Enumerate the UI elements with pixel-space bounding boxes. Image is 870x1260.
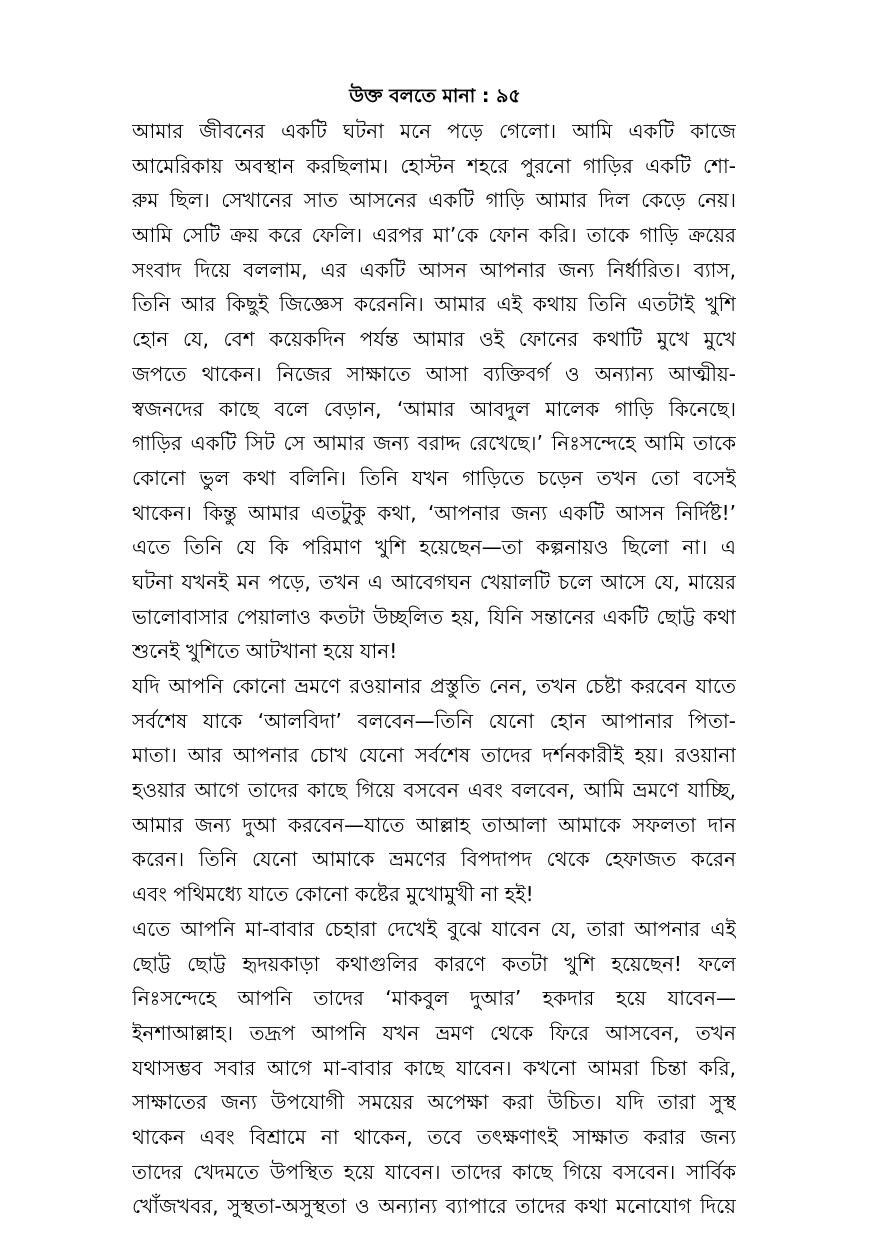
text-line: তাদের খেদমতে উপস্থিত হয়ে যাবেন। তাদের কাছে গিয়ে বসবেন। সার্বিক (132, 1159, 736, 1184)
text-line: আমেরিকায় অবস্থান করছিলাম। হোস্টন শহরে পুরনো গাড়ির একটি শো- (132, 153, 736, 178)
text-line: সর্বশেষ যাকে ‘আলবিদা’ বলবেন—তিনি যেনো হোন আপানার পিতা- (132, 708, 736, 733)
running-title: উক্ত বলতে মানা : ৯৫ (349, 85, 521, 107)
page-body (132, 114, 736, 1224)
paragraph-2 (132, 669, 736, 912)
text-line: ঘটনা যখনই মন পড়ে, তখন এ আবেগঘন খেয়ালটি চলে আসে যে, মায়ের (132, 569, 736, 594)
text-line: মাতা। আর আপনার চোখ যেনো সর্বশেষ তাদের দর্শনকারীই হয়। রওয়ানা (132, 743, 736, 768)
text-line: এবং পথিমধ্যে যাতে কোনো কষ্টের মুখোমুখী না হই! (132, 882, 534, 907)
text-line: কোনো ভুল কথা বলিনি। তিনি যখন গাড়িতে চড়েন তখন তো বসেই (132, 465, 736, 490)
text-line: এতে আপনি মা-বাবার চেহারা দেখেই বুঝে যাবেন যে, তারা আপনার এই (132, 916, 736, 941)
text-line: সাক্ষাতের জন্য উপযোগী সময়ের অপেক্ষা করা উচিত। যদি তারা সুস্থ (132, 1090, 736, 1115)
text-line: গাড়ির একটি সিট সে আমার জন্য বরাদ্দ রেখেছে।’ নিঃসন্দেহে আমি তাকে (132, 431, 736, 456)
text-line: তিনি আর কিছুই জিজ্ঞেস করেননি। আমার এই কথায় তিনি এতটাই খুশি (132, 292, 736, 317)
text-line: নিঃসন্দেহে আপনি তাদের ‘মাকবুল দুআর’ হকদার হয়ে যাবেন— (132, 986, 736, 1011)
text-line: আমার জন্য দুআ করবেন—যাতে আল্লাহ তাআলা আমাকে সফলতা দান (132, 812, 736, 837)
paragraph-1 (132, 114, 736, 669)
text-line: রুম ছিল। সেখানের সাত আসনের একটি গাড়ি আমার দিল কেড়ে নেয়। (132, 188, 736, 213)
paragraph-3 (132, 912, 736, 1224)
text-line: আমি সেটি ক্রয় করে ফেলি। এরপর মা’কে ফোন করি। তাকে গাড়ি ক্রয়ের (132, 223, 736, 248)
text-line: সংবাদ দিয়ে বললাম, এর একটি আসন আপনার জন্য নির্ধারিত। ব্যাস, (132, 257, 736, 282)
text-line: আমার জীবনের একটি ঘটনা মনে পড়ে গেলো। আমি একটি কাজে (132, 119, 736, 143)
page-header (0, 84, 870, 108)
text-line: যদি আপনি কোনো ভ্রমণে রওয়ানার প্রস্তুতি নেন, তখন চেষ্টা করবেন যাতে (132, 674, 736, 698)
text-line: খোঁজখবর, সুস্থতা-অসুস্থতা ও অন্যান্য ব্যাপারে তাদের কথা মনোযোগ দিয়ে (132, 1194, 736, 1219)
text-line: যথাসম্ভব সবার আগে মা-বাবার কাছে যাবেন। কখনো আমরা চিন্তা করি, (132, 1055, 736, 1080)
text-line: করেন। তিনি যেনো আমাকে ভ্রমণের বিপদাপদ থেকে হেফাজত করেন (132, 847, 736, 872)
text-line: ছোট্ট ছোট্ট হৃদয়কাড়া কথাগুলির কারণে কতটা খুশি হয়েছেন! ফলে (132, 951, 736, 976)
text-line: থাকেন। কিন্তু আমার এতটুকু কথা, ‘আপনার জন্য একটি আসন নির্দিষ্ট!’ (132, 500, 736, 525)
text-line: স্বজনদের কাছে বলে বেড়ান, ‘আমার আবদুল মালেক গাড়ি কিনেছে। (132, 396, 736, 421)
text-line: শুনেই খুশিতে আটখানা হয়ে যান! (132, 639, 398, 664)
text-line: ইনশাআল্লাহ। তদ্রূপ আপনি যখন ভ্রমণ থেকে ফিরে আসবেন, তখন (132, 1020, 736, 1045)
text-line: থাকেন এবং বিশ্রামে না থাকেন, তবে তৎক্ষণাৎই সাক্ষাত করার জন্য (132, 1124, 736, 1149)
text-line: হোন যে, বেশ কয়েকদিন পর্যন্ত আমার ওই ফোনের কথাটি মুখে মুখে (132, 327, 736, 352)
text-line: হওয়ার আগে তাদের কাছে গিয়ে বসবেন এবং বলবেন, আমি ভ্রমণে যাচ্ছি, (132, 778, 736, 803)
text-line: এতে তিনি যে কি পরিমাণ খুশি হয়েছেন—তা কল্পনায়ও ছিলো না। এ (132, 535, 736, 560)
text-line: জপতে থাকেন। নিজের সাক্ষাতে আসা ব্যক্তিবর্গ ও অন্যান্য আত্মীয়- (132, 361, 736, 386)
text-line: ভালোবাসার পেয়ালাও কতটা উচ্ছলিত হয়, যিনি সন্তানের একটি ছোট্ট কথা (132, 604, 736, 629)
